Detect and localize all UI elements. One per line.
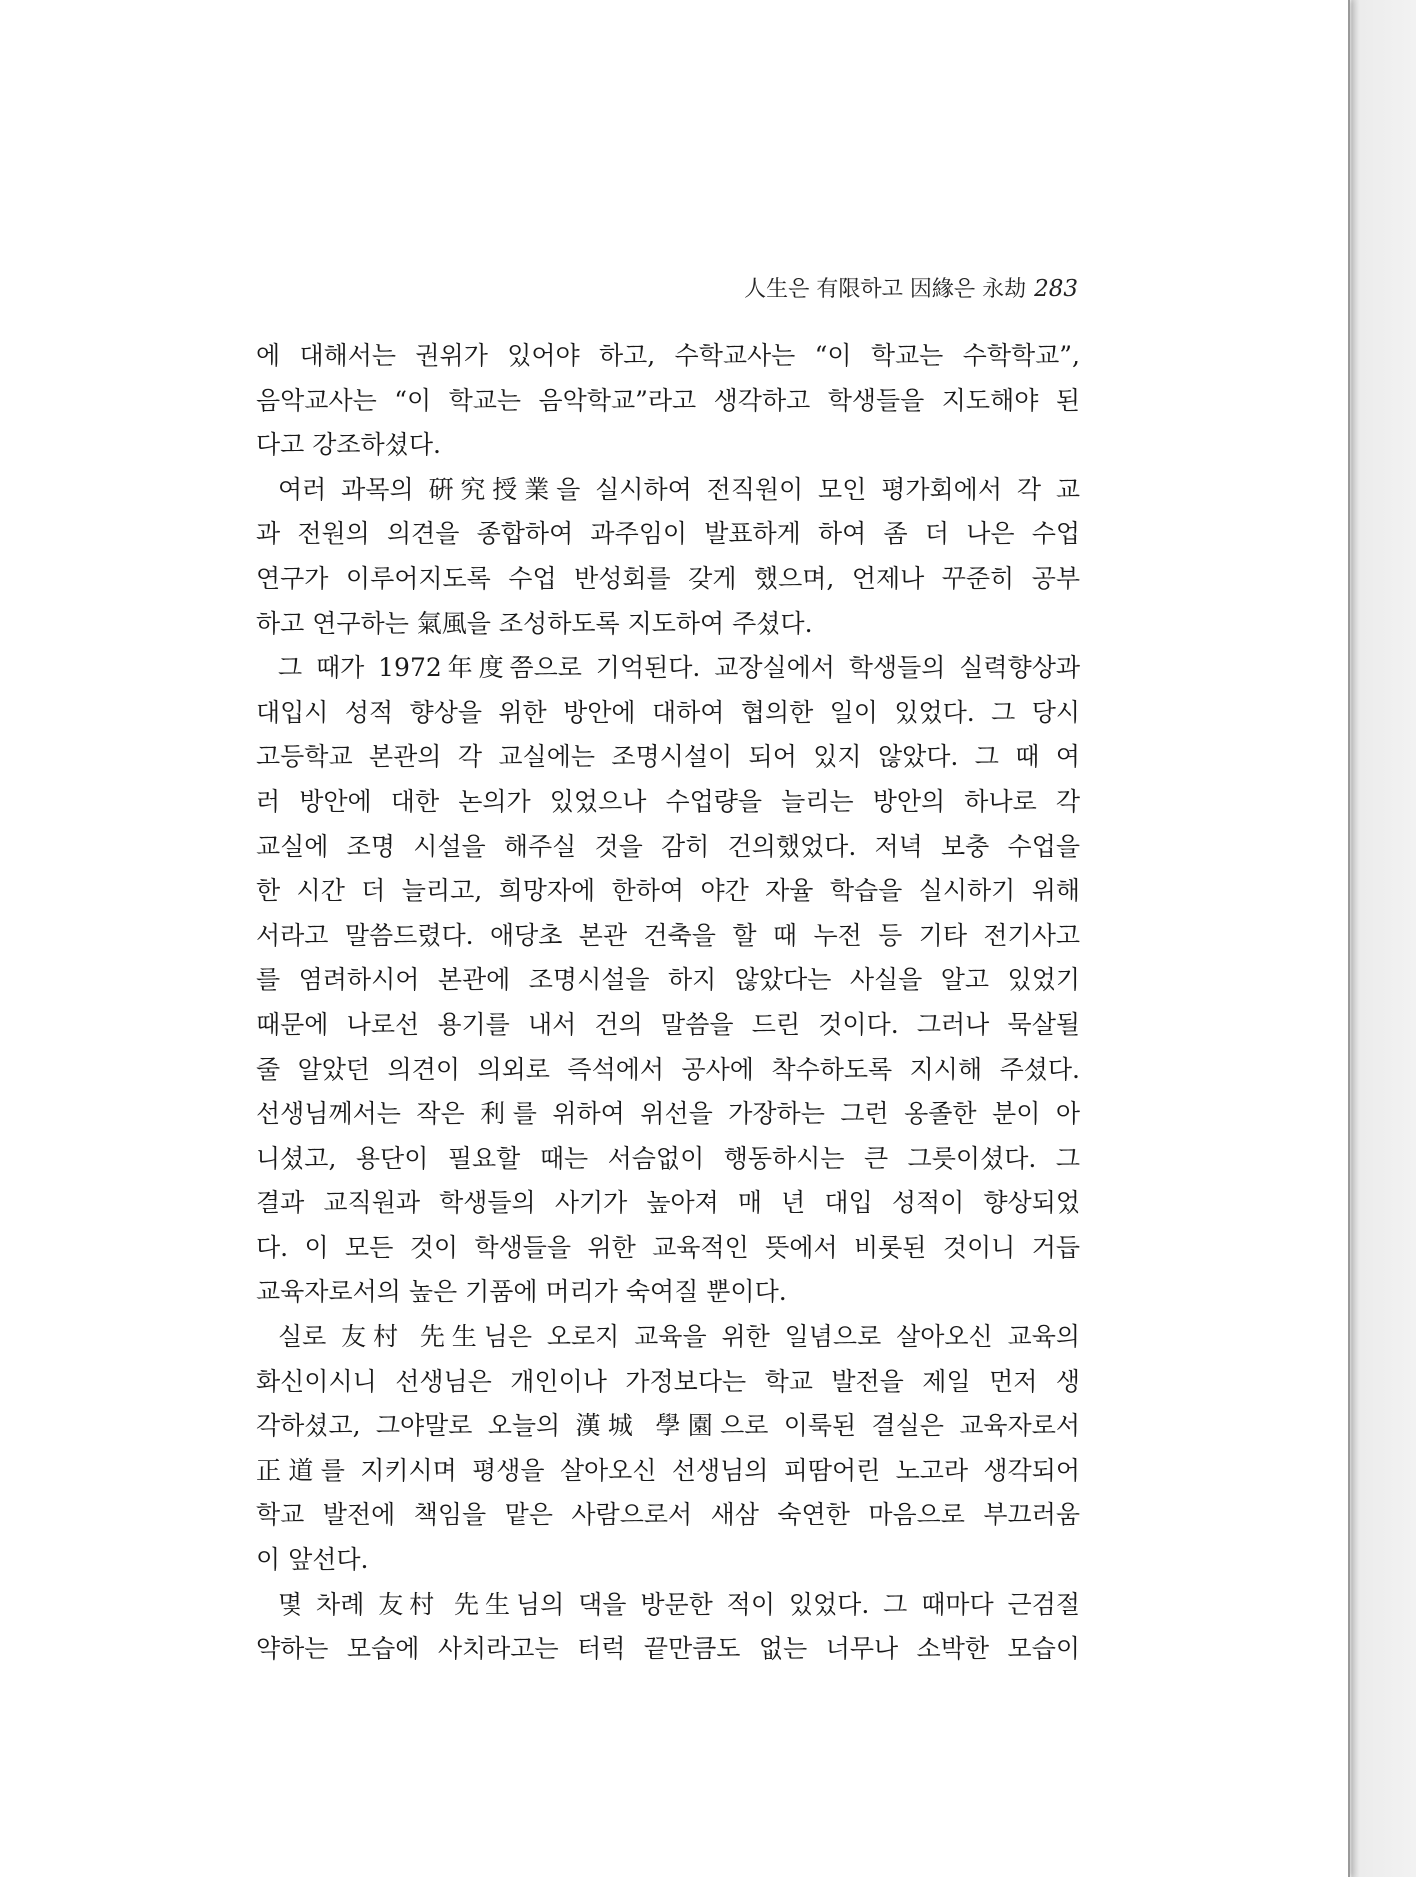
- text-line: 선생님께서는 작은 利를 위하여 위선을 가장하는 그런 옹졸한 분이 아: [256, 1099, 1080, 1129]
- text-line: 에 대해서는 권위가 있어야 하고, 수학교사는 “이 학교는 수학학교”,: [256, 341, 1080, 370]
- text-line: 그 때가 1972年度쯤으로 기억된다. 교장실에서 학생들의 실력향상과: [278, 653, 1080, 683]
- text-line: 때문에 나로선 용기를 내서 건의 말씀을 드린 것이다. 그러나 묵살될: [256, 1009, 1080, 1039]
- page-number: 283: [1034, 276, 1078, 302]
- text-line: 대입시 성적 향상을 위한 방안에 대하여 협의한 일이 있었다. 그 당시: [256, 697, 1080, 727]
- text-line: 실로 友村 先生님은 오로지 교육을 위한 일념으로 살아오신 교육의: [278, 1322, 1080, 1352]
- text-line: 이 앞선다.: [256, 1545, 369, 1575]
- text-line: 니셨고, 용단이 필요할 때는 서슴없이 행동하시는 큰 그릇이셨다. 그: [256, 1143, 1080, 1173]
- text-line: 연구가 이루어지도록 수업 반성회를 갖게 했으며, 언제나 꾸준히 공부: [256, 563, 1080, 593]
- text-line: 를 염려하시어 본관에 조명시설을 하지 않았다는 사실을 알고 있었기: [256, 965, 1080, 995]
- text-line: 고등학교 본관의 각 교실에는 조명시설이 되어 있지 않았다. 그 때 여: [256, 742, 1080, 772]
- running-header: [690, 272, 1078, 303]
- text-line: 서라고 말씀드렸다. 애당초 본관 건축을 할 때 누전 등 기타 전기사고: [256, 920, 1080, 950]
- text-line: 몇 차례 友村 先生님의 댁을 방문한 적이 있었다. 그 때마다 근검절: [278, 1589, 1080, 1619]
- text-line: 교실에 조명 시설을 해주실 것을 감히 건의했었다. 저녁 보충 수업을: [256, 831, 1080, 861]
- text-line: 과 전원의 의견을 종합하여 과주임이 발표하게 하여 좀 더 나은 수업: [256, 519, 1080, 549]
- text-line: 正道를 지키시며 평생을 살아오신 선생님의 피땀어린 노고라 생각되어: [256, 1455, 1080, 1485]
- text-line: 다고 강조하셨다.: [256, 430, 441, 460]
- text-line: 여러 과목의 硏究授業을 실시하여 전직원이 모인 평가회에서 각 교: [278, 474, 1080, 504]
- header-title: 人生은 有限하고 因緣은 永劫: [744, 277, 1027, 302]
- text-line: 하고 연구하는 氣風을 조성하도록 지도하여 주셨다.: [256, 608, 813, 638]
- text-line: 교육자로서의 높은 기품에 머리가 숙여질 뿐이다.: [256, 1277, 787, 1307]
- text-line: 화신이시니 선생님은 개인이나 가정보다는 학교 발전을 제일 먼저 생: [256, 1366, 1080, 1396]
- text-line: 다. 이 모든 것이 학생들을 위한 교육적인 뜻에서 비롯된 것이니 거듭: [256, 1232, 1080, 1262]
- text-line: 학교 발전에 책임을 맡은 사람으로서 새삼 숙연한 마음으로 부끄러움: [256, 1500, 1080, 1530]
- body-text: [256, 334, 1080, 1672]
- text-line: 한 시간 더 늘리고, 희망자에 한하여 야간 자율 학습을 실시하기 위해: [256, 876, 1080, 906]
- text-line: 음악교사는 “이 학교는 음악학교”라고 생각하고 학생들을 지도해야 된: [256, 385, 1080, 415]
- text-line: 줄 알았던 의견이 의외로 즉석에서 공사에 착수하도록 지시해 주셨다.: [256, 1054, 1080, 1084]
- text-line: 결과 교직원과 학생들의 사기가 높아져 매 년 대입 성적이 향상되었: [256, 1188, 1080, 1218]
- text-line: 약하는 모습에 사치라고는 터럭 끝만큼도 없는 너무나 소박한 모습이: [256, 1634, 1080, 1664]
- text-line: 러 방안에 대한 논의가 있었으나 수업량을 늘리는 방안의 하나로 각: [256, 786, 1080, 816]
- text-line: 각하셨고, 그야말로 오늘의 漢城 學園으로 이룩된 결실은 교육자로서: [256, 1411, 1080, 1441]
